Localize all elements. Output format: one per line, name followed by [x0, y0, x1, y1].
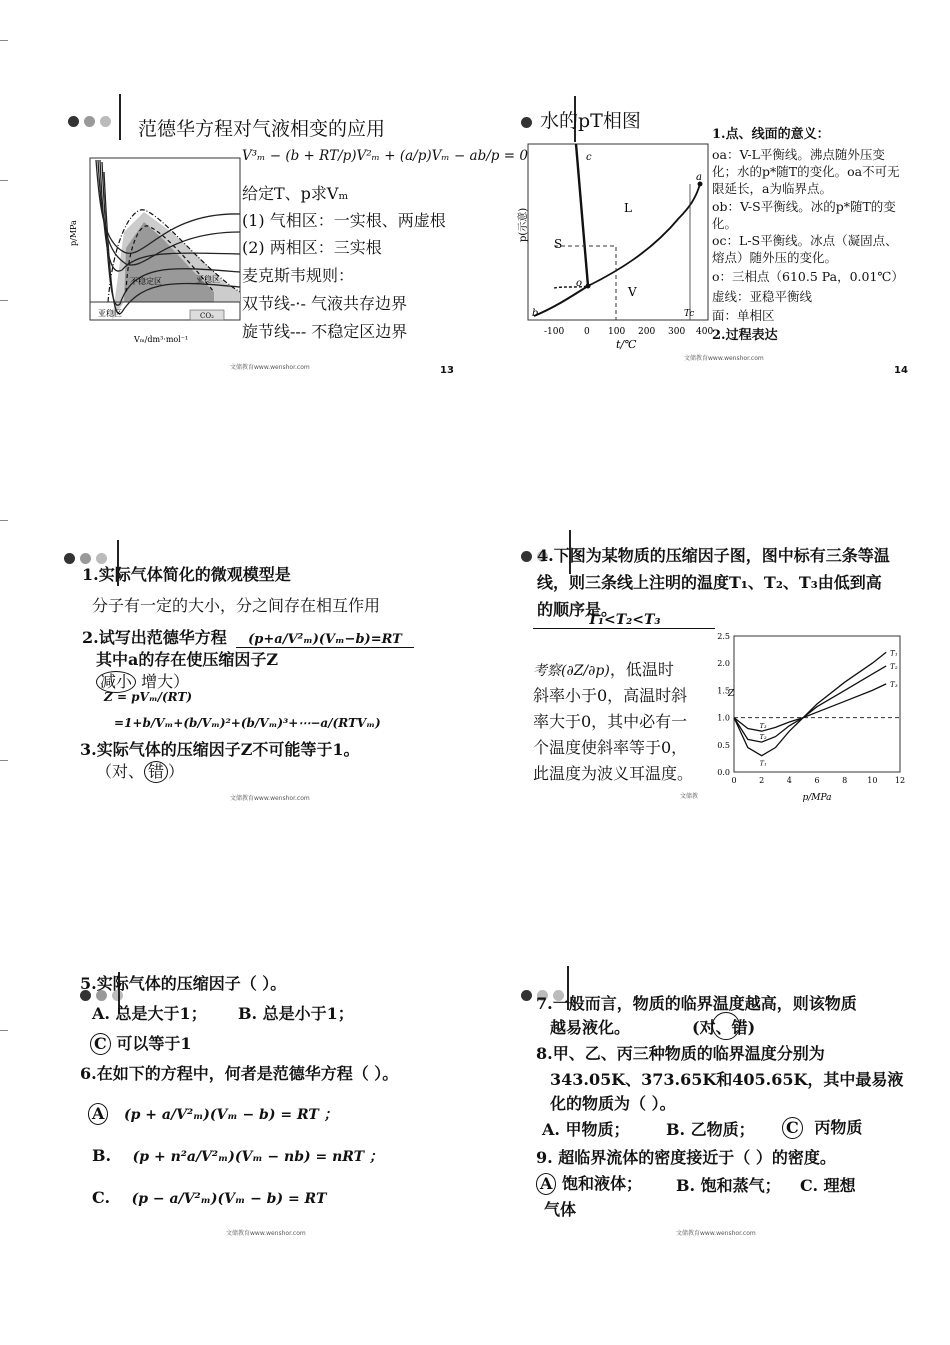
q9-option-c: C. 理想 [800, 1176, 856, 1195]
q8-line1: 8.甲、乙、丙三种物质的临界温度分别为 [536, 1044, 825, 1063]
point-o-label: o [576, 278, 583, 289]
chart-ylabel: p/MPa [69, 220, 78, 246]
process-heading: 2.过程表达 [712, 328, 778, 343]
q8-option-c-text: 丙物质 [814, 1118, 863, 1137]
region-V-label: V [628, 285, 637, 299]
ob-line [534, 286, 588, 316]
series-min-label: T₃ [759, 722, 767, 731]
svg-text:300: 300 [668, 327, 686, 337]
point-a-label: a [696, 172, 702, 183]
q3-option-true: （对、 [96, 762, 145, 781]
q2-option-decrease: 减小 [96, 671, 136, 693]
oc-text: oc：L-S平衡线。冰点（凝固点、熔点）随外压的变化。 [712, 233, 898, 265]
footer: 文储教育www.wenshor.com [230, 795, 310, 802]
svg-text:0: 0 [584, 327, 590, 337]
q6-option-b-eq: (p + n²a/V²ₘ)(Vₘ − nb) = nRT ； [132, 1149, 383, 1165]
q8-option-c-letter: C [782, 1117, 803, 1139]
x-tick-label: 6 [814, 776, 820, 785]
tc-label: Tc [684, 309, 695, 319]
region-L-label: L [624, 201, 632, 215]
slide-dots [68, 116, 111, 127]
svg-text:100: 100 [608, 327, 626, 337]
q9-option-a [536, 1170, 642, 1197]
point-b-label: b [532, 308, 539, 319]
series-min-label: T₁ [759, 759, 767, 768]
y-tick-label: 0.0 [717, 768, 730, 777]
explain-line2: 斜率小于0，高温时斜 [533, 686, 688, 705]
x-tick-label: 0 [731, 776, 737, 785]
footer: 文储教育www.wenshor.com [676, 1230, 756, 1237]
series-label: T₂ [890, 662, 898, 671]
q7-line1: 7.一般而言，物质的临界温度越高，则该物质 [536, 994, 857, 1013]
water-phase-diagram [504, 138, 714, 352]
q3-option-false: 错 [144, 761, 168, 783]
y-tick-label: 1.0 [717, 713, 730, 723]
svg-text:400: 400 [696, 327, 714, 337]
q8-option-c [782, 1114, 862, 1141]
q8-option-b: B. 乙物质； [666, 1120, 755, 1139]
q2-text: 2.试写出范德华方程 [82, 628, 227, 647]
q6-option-a [88, 1100, 338, 1129]
q7-line2: 越易液化。 [550, 1018, 631, 1037]
svg-text:200: 200 [638, 327, 656, 337]
q2-answer: (p+a/V²ₘ)(Vₘ−b)=RT [236, 632, 414, 648]
q3-options: （对、 错 ） [96, 762, 185, 781]
page-number: 13 [440, 365, 454, 376]
explain-line1 [533, 656, 674, 685]
explain-line5: 此温度为波义耳温度。 [533, 764, 694, 783]
series-min-label: T₂ [759, 733, 767, 742]
compression-factor-chart [700, 628, 910, 808]
q5-option-a: A. 总是大于1； [92, 1004, 207, 1023]
q8-line2: 343.05K、373.65K和405.65K，其中最易液 [550, 1070, 904, 1089]
region-metastable-label: 亚稳区 [196, 275, 220, 284]
footer: 文储教育www.wenshor.com [226, 1230, 306, 1237]
isotherm-T₁ [734, 652, 886, 755]
footer: 文储教 [680, 793, 699, 800]
q6-option-a-letter: A [88, 1103, 108, 1125]
q6-text: 6.在如下的方程中，何者是范德华方程（ ）。 [80, 1064, 399, 1083]
q6-option-c-letter: C. [92, 1188, 111, 1207]
vdw-isotherm-chart [64, 152, 244, 352]
y-tick-label: 2.5 [717, 632, 730, 641]
chart-xlabel: t/℃ [616, 338, 637, 351]
q2-line2: 其中a的存在使压缩因子Z [96, 650, 279, 669]
q3-text: 3.实际气体的压缩因子Z不可能等于1。 [80, 740, 360, 759]
oc-line [576, 144, 588, 286]
isotherm-T₃ [734, 684, 886, 731]
item2-text: (2) 两相区：三实根 [242, 238, 382, 257]
spinodal-text: 旋节线--- 不稳定区边界 [242, 322, 408, 341]
a1-text: 分子有一定的大小，分之间存在相互作用 [92, 596, 381, 615]
explain-line3: 率大于0，其中必有一 [533, 712, 688, 731]
x-tick-labels [544, 327, 713, 337]
q6-option-b [92, 1142, 383, 1171]
q1-text: 1.实际气体简化的微观模型是 [82, 565, 291, 584]
q5-option-c-letter: C [90, 1033, 111, 1055]
point-c-label: c [586, 152, 592, 163]
o-text: o：三相点（610.5 Pa，0.01℃） [712, 269, 904, 284]
footer: 文储教育www.wenshor.com [230, 364, 310, 371]
partial-derivative: 考察(∂Z/∂p) [533, 663, 610, 679]
q9-option-c-line2: 气体 [544, 1200, 577, 1219]
vdw-cubic-equation: V³ₘ − (b + RT/p)V²ₘ + (a/p)Vₘ − ab/p = 0 [242, 148, 528, 164]
chart-xlabel: Vₘ/dm³·mol⁻¹ [134, 335, 189, 344]
given-text: 给定T、p求Vₘ [242, 184, 349, 203]
page-number: 14 [894, 365, 908, 376]
region-unstable-label: 不稳定区 [130, 277, 162, 286]
q4-answer: T₁<T₂<T₃ [533, 612, 715, 629]
q9-text: 9. 超临界流体的密度接近于（ ）的密度。 [536, 1148, 836, 1167]
y-tick-label: 2.0 [717, 659, 730, 669]
metastable-line [554, 286, 588, 288]
x-tick-label: 12 [894, 776, 906, 785]
item1-text: (1) 气相区：一实根、两虚根 [242, 211, 446, 230]
chart-ylabel: Z [728, 689, 735, 699]
q5-option-b: B. 总是小于1； [238, 1004, 354, 1023]
binodal-text: 双节线-·- 气液共存边界 [242, 294, 407, 313]
x-tick-label: 10 [867, 776, 878, 785]
svg-text:-100: -100 [544, 327, 565, 337]
chart-xlabel: p/MPa [802, 793, 832, 803]
y-tick-label: 0.5 [717, 740, 730, 750]
slide-dots [521, 117, 532, 128]
q5-option-c-text: 可以等于1 [116, 1034, 192, 1053]
oa-line [588, 184, 700, 286]
series-label: T₁ [890, 649, 898, 658]
x-tick-label: 4 [786, 776, 792, 785]
dashline-text: 虚线：亚稳平衡线 [712, 289, 813, 304]
region-metastable2-label: 亚稳区 [98, 309, 122, 318]
q2-option-increase: 增大） [141, 672, 190, 691]
series-label: T₃ [890, 680, 898, 689]
explain-line4: 个温度使斜率等于0， [533, 738, 688, 757]
y-tick-label: 1.5 [717, 686, 730, 696]
q6-option-c [92, 1184, 326, 1213]
maxwell-text: 麦克斯韦规则： [242, 266, 355, 285]
x-tick-label: 2 [759, 776, 765, 785]
region-S-label: S [554, 237, 563, 251]
q5-text: 5.实际气体的压缩因子（ ）。 [80, 974, 287, 993]
q6-option-a-eq: (p + a/V²ₘ)(Vₘ − b) = RT ； [124, 1107, 338, 1123]
co2-label: CO₂ [200, 312, 214, 320]
slide14-title: 水的pT相图 [540, 110, 641, 132]
slide13-title: 范德华方程对气液相变的应用 [138, 118, 386, 140]
q8-option-a: A. 甲物质； [542, 1120, 630, 1139]
q4-text: 4.下图为某物质的压缩因子图，图中标有三条等温线，则三条线上注明的温度T₁、T₂、T₃由低到高的顺序是。 [537, 546, 890, 619]
face-text: 面：单相区 [712, 308, 775, 323]
oa-text: oa：V-L平衡线。沸点随外压变化；水的p*随T的变化。oa不可无限延长，a为临界点。 [712, 147, 900, 196]
explain-line1-tail: ，低温时 [609, 660, 674, 679]
footer: 文储教育www.wenshor.com [684, 355, 764, 362]
q9-option-b: B. 饱和蒸气； [676, 1176, 781, 1195]
x-tick-label: 8 [842, 776, 848, 785]
z-equation-1: Z = pVₘ/(RT) [104, 690, 193, 704]
meaning-heading: 1.点、线面的意义： [712, 127, 830, 142]
q8-line3: 化的物质为（ ）。 [550, 1094, 676, 1113]
q6-option-b-letter: B. [92, 1146, 112, 1165]
ob-text: ob：V-S平衡线。冰的p*随T的变化。 [712, 199, 896, 231]
q5-option-c [90, 1030, 191, 1057]
z-equation-2: =1+b/Vₘ+(b/Vₘ)²+(b/Vₘ)³+⋯−a/(RTVₘ) [114, 716, 381, 730]
q9-option-a-text: 饱和液体； [562, 1174, 643, 1193]
q6-option-c-eq: (p − a/V²ₘ)(Vₘ − b) = RT [131, 1191, 327, 1207]
chart-ylabel: p(示意) [518, 207, 529, 242]
q7-options: (对、错) [692, 1018, 756, 1037]
q9-option-a-letter: A [536, 1173, 556, 1195]
